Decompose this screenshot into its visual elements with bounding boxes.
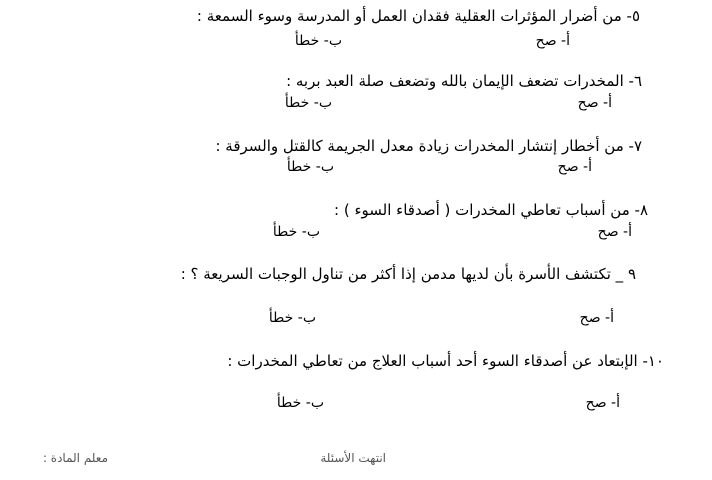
question-10-text: ١٠- الإبتعاد عن أصدقاء السوء أحد أسباب العلاج من تعاطي المخدرات : <box>227 352 664 370</box>
question-8-text: ٨- من أسباب تعاطي المخدرات ( أصدقاء السوء ) : <box>334 201 648 219</box>
question-5-text: ٥- من أضرار المؤثرات العقلية فقدان العمل أو المدرسة وسوء السمعة : <box>196 7 640 25</box>
question-9-text: ٩ _ تكتشف الأسرة بأن لديها مدمن إذا أكثر من تناول الوجبات السريعة ؟ : <box>180 265 636 283</box>
question-7-option-a: أ- صح <box>557 159 592 175</box>
question-8-option-b: ب- خطأ <box>272 224 320 240</box>
question-9-option-a: أ- صح <box>579 310 614 326</box>
question-6-option-a: أ- صح <box>577 95 612 111</box>
question-8-option-a: أ- صح <box>597 224 632 240</box>
question-9-option-b: ب- خطأ <box>268 310 316 326</box>
question-6-option-b: ب- خطأ <box>284 95 332 111</box>
question-5-option-a: أ- صح <box>535 33 570 49</box>
question-7-text: ٧- من أخطار إنتشار المخدرات زيادة معدل الجريمة كالقتل والسرقة : <box>215 137 642 155</box>
question-7-option-b: ب- خطأ <box>286 159 334 175</box>
end-of-questions-note: انتهت الأسئلة <box>320 451 386 465</box>
question-5-option-b: ب- خطأ <box>294 33 342 49</box>
question-6-text: ٦- المخدرات تضعف الإيمان بالله وتضعف صلة العبد بربه : <box>286 72 642 90</box>
teacher-label: معلم المادة : <box>42 451 108 465</box>
question-10-option-b: ب- خطأ <box>276 395 324 411</box>
question-10-option-a: أ- صح <box>585 395 620 411</box>
